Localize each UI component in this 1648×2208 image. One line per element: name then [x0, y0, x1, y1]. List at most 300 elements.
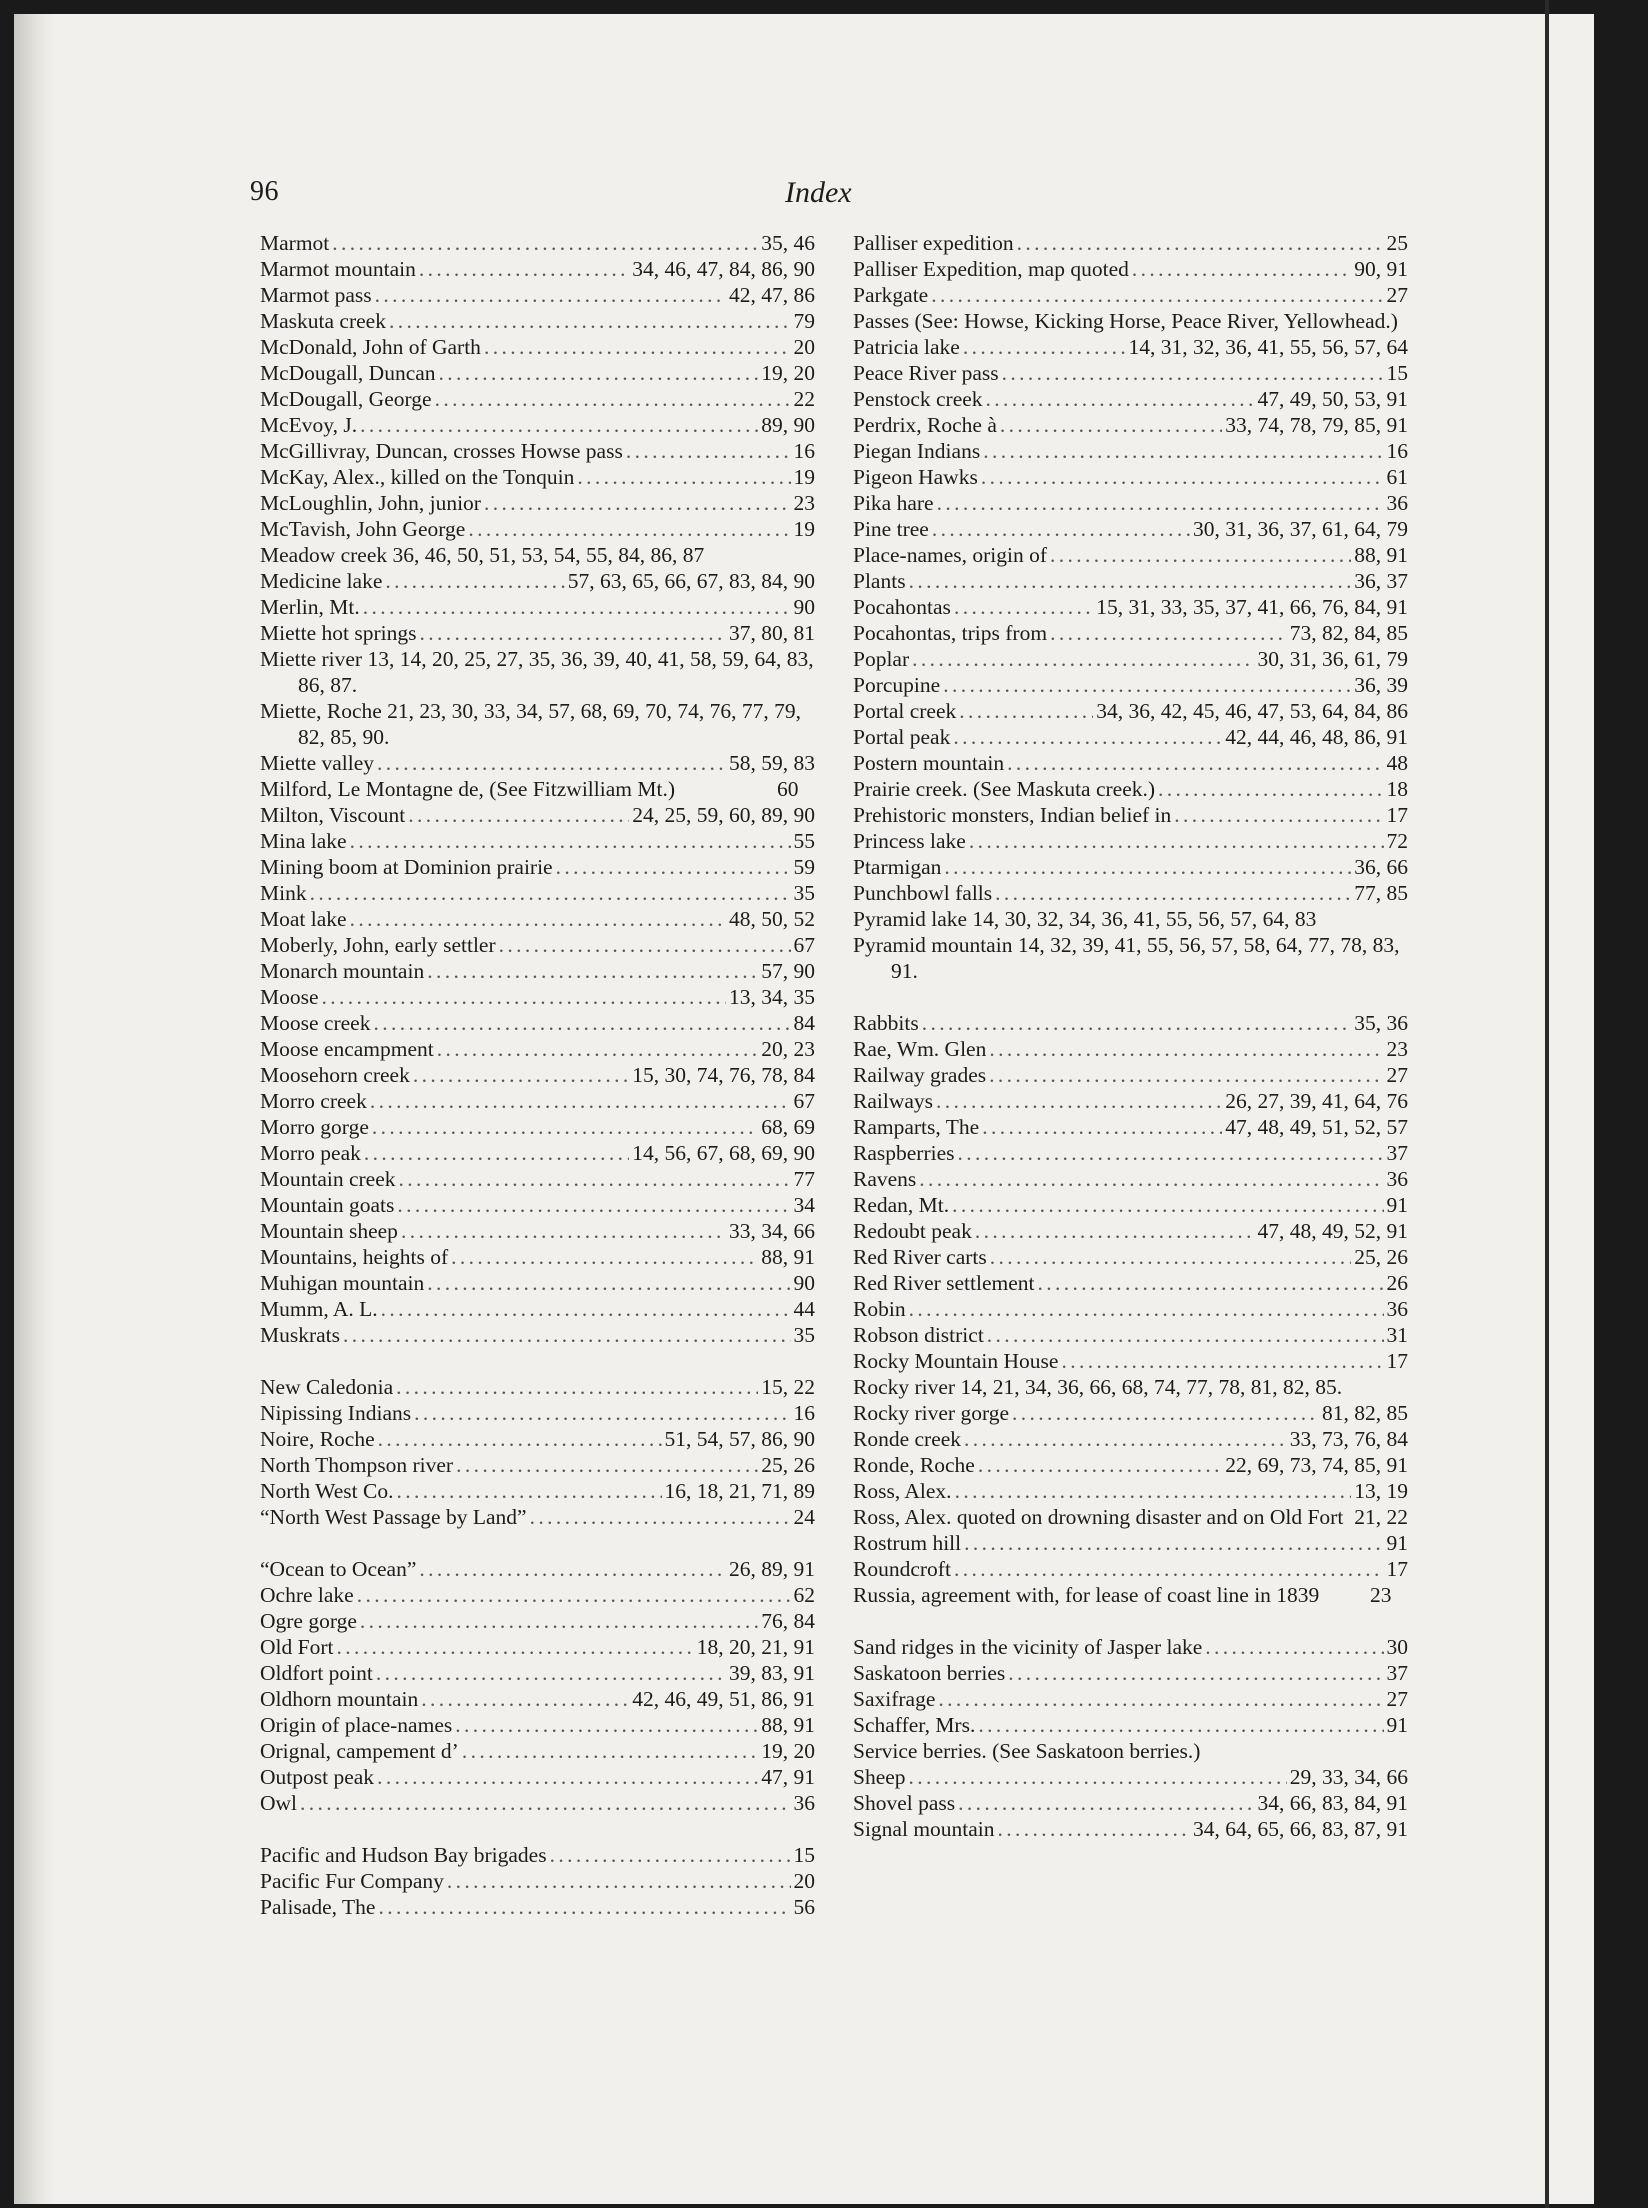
- dot-leader: [484, 334, 791, 360]
- index-entry: [260, 464, 815, 490]
- dot-leader: [922, 1010, 1352, 1036]
- index-entry: [853, 464, 1408, 490]
- index-term: Ronde, Roche: [853, 1453, 975, 1477]
- index-term: Rocky Mountain House: [853, 1349, 1059, 1373]
- dot-leader: [360, 1608, 758, 1634]
- index-entry: [260, 1556, 815, 1582]
- dot-leader: [439, 360, 759, 386]
- dot-leader: [909, 568, 1352, 594]
- index-entry: [260, 1192, 815, 1218]
- index-term: Milford, Le Montagne de, (See Fitzwilliam Mt.): [260, 777, 675, 801]
- index-entry: [853, 724, 1408, 750]
- index-pages: 47, 48, 49, 52, 91: [1257, 1219, 1408, 1243]
- index-entry: [853, 1556, 1408, 1582]
- index-entry: [260, 1114, 815, 1140]
- index-term: Moberly, John, early settler: [260, 933, 496, 957]
- index-pages: 19, 20: [761, 361, 815, 385]
- index-entry: [853, 1296, 1408, 1322]
- index-pages: 26, 27, 39, 41, 64, 76: [1225, 1089, 1408, 1113]
- index-term: Ronde creek: [853, 1427, 962, 1451]
- index-pages: 51, 54, 57, 86, 90: [664, 1427, 815, 1451]
- index-term: Mountain sheep: [260, 1219, 398, 1243]
- index-term: Ochre lake: [260, 1583, 354, 1607]
- index-entry: [853, 750, 1408, 776]
- index-term: Oldfort point: [260, 1661, 373, 1685]
- index-entry: [853, 698, 1408, 724]
- index-entry: [260, 1062, 815, 1088]
- index-column-right: [853, 230, 1408, 1842]
- index-entry: [260, 1790, 815, 1816]
- index-term: Mountain creek: [260, 1167, 396, 1191]
- index-entry: [260, 854, 815, 880]
- index-term: Red River carts: [853, 1245, 987, 1269]
- index-entry: [260, 750, 815, 776]
- dot-leader: [969, 828, 1384, 854]
- index-entry: [260, 1660, 815, 1686]
- index-pages: 56: [793, 1895, 815, 1919]
- index-entry: [260, 1868, 815, 1894]
- index-term: Sheep: [853, 1765, 906, 1789]
- index-entry: [260, 360, 815, 386]
- index-term: McLoughlin, John, junior: [260, 491, 481, 515]
- index-term: Red River settlement: [853, 1271, 1035, 1295]
- index-term: Moosehorn creek: [260, 1063, 410, 1087]
- index-pages: 20: [793, 1869, 815, 1893]
- index-pages: 37: [1386, 1141, 1408, 1165]
- index-entry: [853, 854, 1408, 880]
- index-term: “North West Passage by Land”: [260, 1505, 527, 1529]
- index-term: Rae, Wm. Glen: [853, 1037, 987, 1061]
- index-entry: [853, 672, 1408, 698]
- dot-leader: [396, 1374, 758, 1400]
- dot-leader: [336, 1634, 693, 1660]
- index-term: Origin of place-names: [260, 1713, 453, 1737]
- index-entry: [260, 932, 815, 958]
- index-entry: Miette river 13, 14, 20, 25, 27, 35, 36, 39, 40, 41, 58, 59, 64, 83, 86, 87.: [260, 647, 814, 697]
- index-entry: [260, 1608, 815, 1634]
- index-entry: [853, 412, 1408, 438]
- dot-leader: [958, 1790, 1254, 1816]
- index-entry: [853, 1166, 1408, 1192]
- index-entry: [853, 516, 1408, 542]
- index-term: Railways: [853, 1089, 934, 1113]
- index-term: Maskuta creek: [260, 309, 386, 333]
- index-pages: 16, 18, 21, 71, 89: [664, 1479, 815, 1503]
- index-pages: 34, 66, 83, 84, 91: [1257, 1791, 1408, 1815]
- index-pages: 73, 82, 84, 85: [1289, 621, 1408, 645]
- index-pages: 42, 44, 46, 48, 86, 91: [1225, 725, 1408, 749]
- dot-leader: [413, 1062, 629, 1088]
- dot-leader: [975, 1218, 1255, 1244]
- index-term: Moose encampment: [260, 1037, 434, 1061]
- index-pages: 20, 23: [761, 1037, 815, 1061]
- index-pages: 42, 47, 86: [729, 283, 815, 307]
- dot-leader: [1038, 1270, 1384, 1296]
- dot-leader: [378, 1426, 662, 1452]
- index-entry: [260, 490, 815, 516]
- index-pages: 17: [1386, 803, 1408, 827]
- index-pages: 77, 85: [1354, 881, 1408, 905]
- index-entry: [260, 1894, 815, 1920]
- index-entry: [260, 1426, 815, 1452]
- dot-leader: [958, 1140, 1384, 1166]
- index-term: Saxifrage: [853, 1687, 936, 1711]
- index-term: Monarch mountain: [260, 959, 425, 983]
- dot-leader: [1205, 1634, 1383, 1660]
- dot-leader: [437, 1036, 759, 1062]
- index-pages: 88, 91: [761, 1713, 815, 1737]
- dot-leader: [1008, 1660, 1383, 1686]
- index-entry: [853, 386, 1408, 412]
- index-pages: 90: [793, 1271, 815, 1295]
- index-term: Palisade, The: [260, 1895, 376, 1919]
- index-term: Poplar: [853, 647, 910, 671]
- index-entry: [853, 828, 1408, 854]
- dot-leader: [468, 516, 790, 542]
- index-term: Railway grades: [853, 1063, 987, 1087]
- index-term: Moat lake: [260, 907, 347, 931]
- dot-leader: [530, 1504, 791, 1530]
- dot-leader: [954, 594, 1093, 620]
- index-term: Penstock creek: [853, 387, 983, 411]
- index-pages: 27: [1386, 283, 1408, 307]
- dot-leader: [435, 386, 791, 412]
- index-pages: 36, 66: [1354, 855, 1408, 879]
- dot-leader: [1002, 360, 1384, 386]
- index-pages: 25: [1386, 231, 1408, 255]
- index-pages: 23: [1370, 1583, 1392, 1607]
- index-entry: [853, 1270, 1408, 1296]
- index-term: Morro peak: [260, 1141, 361, 1165]
- index-term: Pocahontas, trips from: [853, 621, 1048, 645]
- dot-leader: [389, 308, 791, 334]
- dot-leader: [462, 1738, 758, 1764]
- dot-leader: [408, 802, 629, 828]
- index-term: Peace River pass: [853, 361, 999, 385]
- dot-leader: [377, 1764, 758, 1790]
- dot-leader: [981, 464, 1384, 490]
- dot-leader: [938, 1686, 1383, 1712]
- index-term: Merlin, Mt.: [260, 595, 360, 619]
- index-pages: 23: [793, 491, 815, 515]
- index-pages: 77: [793, 1167, 815, 1191]
- index-pages: 62: [793, 1583, 815, 1607]
- dot-leader: [964, 1426, 1287, 1452]
- dot-leader: [978, 1712, 1383, 1738]
- index-entry: [260, 1296, 815, 1322]
- index-entry: [853, 360, 1408, 386]
- dot-leader: [364, 1140, 629, 1166]
- index-entry: [853, 620, 1408, 646]
- index-term: McGillivray, Duncan, crosses Howse pass: [260, 439, 623, 463]
- dot-leader: [419, 1556, 726, 1582]
- index-term: Portal peak: [853, 725, 951, 749]
- dot-leader: [919, 1166, 1383, 1192]
- index-entry: [260, 1218, 815, 1244]
- dot-leader: [484, 490, 791, 516]
- dot-leader: [990, 1244, 1352, 1270]
- index-term: Noire, Roche: [260, 1427, 375, 1451]
- index-entry: [260, 1634, 815, 1660]
- index-entry: [853, 230, 1408, 256]
- dot-leader: [943, 672, 1351, 698]
- dot-leader: [1132, 256, 1351, 282]
- index-entry: Meadow creek 36, 46, 50, 51, 53, 54, 55, 84, 86, 87: [260, 543, 705, 567]
- index-pages: 35, 36: [1354, 1011, 1408, 1035]
- index-term: Saskatoon berries: [853, 1661, 1006, 1685]
- index-term: Prehistoric monsters, Indian belief in: [853, 803, 1172, 827]
- index-pages: 13, 19: [1354, 1479, 1408, 1503]
- index-entry: [260, 308, 815, 334]
- index-term: Ptarmigan: [853, 855, 942, 879]
- index-entry: Passes (See: Howse, Kicking Horse, Peace River, Yellowhead.): [853, 309, 1398, 333]
- index-entry: [853, 438, 1408, 464]
- dot-leader: [1000, 412, 1222, 438]
- dot-leader: [360, 412, 758, 438]
- dot-leader: [936, 1088, 1222, 1114]
- page-edge-rule: [1545, 0, 1549, 2208]
- index-entry: [260, 984, 815, 1010]
- index-pages: 84: [793, 1011, 815, 1035]
- dot-leader: [1050, 620, 1287, 646]
- index-term: Pika hare: [853, 491, 934, 515]
- dot-leader: [978, 1452, 1222, 1478]
- index-pages: 42, 46, 49, 51, 86, 91: [632, 1687, 815, 1711]
- index-term: Old Fort: [260, 1635, 334, 1659]
- dot-leader: [343, 1322, 790, 1348]
- index-term: Schaffer, Mrs.: [853, 1713, 976, 1737]
- index-pages: 26, 89, 91: [729, 1557, 815, 1581]
- index-entry: [260, 1088, 815, 1114]
- index-pages: 16: [1386, 439, 1408, 463]
- index-term: Pacific Fur Company: [260, 1869, 444, 1893]
- index-pages: 27: [1386, 1687, 1408, 1711]
- index-pages: 90: [793, 595, 815, 619]
- index-term: Rabbits: [853, 1011, 919, 1035]
- index-term: Place-names, origin of: [853, 543, 1048, 567]
- index-term: Prairie creek. (See Maskuta creek.): [853, 777, 1156, 801]
- index-entry: [260, 1452, 815, 1478]
- index-term: Postern mountain: [853, 751, 1005, 775]
- index-entry: [853, 646, 1408, 672]
- index-term: Perdrix, Roche à: [853, 413, 997, 437]
- index-pages: 35, 46: [761, 231, 815, 255]
- index-pages: 35: [793, 1323, 815, 1347]
- index-entry: [260, 568, 815, 594]
- index-pages: 79: [793, 309, 815, 333]
- index-term: Parkgate: [853, 283, 929, 307]
- dot-leader: [952, 1192, 1383, 1218]
- index-pages: 55: [793, 829, 815, 853]
- index-pages: 34, 36, 42, 45, 46, 47, 53, 64, 84, 86: [1096, 699, 1408, 723]
- index-entry: [260, 1686, 815, 1712]
- dot-leader: [397, 1192, 790, 1218]
- index-term: Roundcroft: [853, 1557, 951, 1581]
- index-pages: 59: [793, 855, 815, 879]
- index-entry: [853, 334, 1408, 360]
- dot-leader: [396, 1478, 661, 1504]
- index-term: Pocahontas: [853, 595, 951, 619]
- index-term: McDonald, John of Garth: [260, 335, 481, 359]
- index-term: “Ocean to Ocean”: [260, 1557, 417, 1581]
- index-entry: [853, 1582, 1408, 1608]
- running-head: Index: [785, 176, 852, 209]
- section-gap: [260, 1816, 815, 1842]
- page-number: 96: [250, 176, 279, 207]
- index-pages: 16: [793, 439, 815, 463]
- binding-edge: [14, 14, 54, 2204]
- index-entry: [853, 1504, 1408, 1530]
- index-term: Ross, Alex.: [853, 1479, 952, 1503]
- index-entry: [853, 594, 1408, 620]
- index-term: Marmot: [260, 231, 330, 255]
- dot-leader: [953, 724, 1222, 750]
- index-term: Russia, agreement with, for lease of coast line in 1839: [853, 1583, 1320, 1607]
- index-term: Miette hot springs: [260, 621, 417, 645]
- dot-leader: [909, 1764, 1287, 1790]
- index-term: Pacific and Hudson Bay brigades: [260, 1843, 547, 1867]
- index-pages: 30, 31, 36, 37, 61, 64, 79: [1193, 517, 1408, 541]
- dot-leader: [310, 880, 791, 906]
- index-entry: [853, 568, 1408, 594]
- dot-leader: [909, 1296, 1384, 1322]
- index-entry: [260, 1322, 815, 1348]
- index-term: Mumm, A. L.: [260, 1297, 378, 1321]
- dot-leader: [1174, 802, 1383, 828]
- index-pages: 34: [793, 1193, 815, 1217]
- index-pages: 23: [1386, 1037, 1408, 1061]
- dot-leader: [419, 620, 726, 646]
- index-entry: [260, 230, 815, 256]
- index-entry: [260, 1582, 815, 1608]
- index-entry: [260, 386, 815, 412]
- index-term: Oldhorn mountain: [260, 1687, 419, 1711]
- index-term: Outpost peak: [260, 1765, 375, 1789]
- index-term: New Caledonia: [260, 1375, 394, 1399]
- dot-leader: [372, 1114, 758, 1140]
- index-entry: [853, 1114, 1408, 1140]
- index-term: Mining boom at Dominion prairie: [260, 855, 553, 879]
- dot-leader: [987, 1322, 1384, 1348]
- index-pages: 44: [793, 1297, 815, 1321]
- index-pages: 17: [1386, 1557, 1408, 1581]
- index-term: Mountain goats: [260, 1193, 395, 1217]
- index-entry: [853, 1322, 1408, 1348]
- dot-leader: [322, 984, 726, 1010]
- index-term: McDougall, George: [260, 387, 432, 411]
- dot-leader: [421, 1686, 629, 1712]
- dot-leader: [455, 1712, 758, 1738]
- index-pages: 47, 91: [761, 1765, 815, 1789]
- dot-leader: [376, 1660, 726, 1686]
- dot-leader: [451, 1244, 758, 1270]
- index-entry: [853, 282, 1408, 308]
- index-term: Morro creek: [260, 1089, 367, 1113]
- dot-leader: [401, 1218, 726, 1244]
- index-term: Medicine lake: [260, 569, 383, 593]
- index-entry: Rocky river 14, 21, 34, 36, 66, 68, 74, 77, 78, 81, 82, 85.: [853, 1375, 1343, 1399]
- index-entry: [260, 906, 815, 932]
- index-pages: 15: [1386, 361, 1408, 385]
- index-entry: [260, 282, 815, 308]
- index-term: Robin: [853, 1297, 906, 1321]
- index-entry: [853, 1660, 1408, 1686]
- index-pages: 48, 50, 52: [729, 907, 815, 931]
- dot-leader: [419, 256, 629, 282]
- dot-leader: [1017, 230, 1384, 256]
- index-entry: Miette, Roche 21, 23, 30, 33, 34, 57, 68, 69, 70, 74, 76, 77, 79, 82, 85, 90.: [260, 699, 802, 749]
- index-entry: [853, 1790, 1408, 1816]
- index-pages: 88, 91: [1354, 543, 1408, 567]
- dot-leader: [932, 516, 1190, 542]
- index-pages: 67: [793, 1089, 815, 1113]
- section-gap: [260, 1348, 815, 1374]
- section-gap: [853, 1608, 1408, 1634]
- index-pages: 33, 74, 78, 79, 85, 91: [1225, 413, 1408, 437]
- index-entry: Pyramid mountain 14, 32, 39, 41, 55, 56, 57, 58, 64, 77, 78, 83, 91.: [853, 933, 1400, 983]
- index-entry: [260, 1842, 815, 1868]
- dot-leader: [350, 828, 791, 854]
- dot-leader: [357, 1582, 791, 1608]
- dot-leader: [626, 438, 791, 464]
- index-entry: [260, 516, 815, 542]
- index-pages: 27: [1386, 1063, 1408, 1087]
- index-term: Marmot pass: [260, 283, 372, 307]
- index-pages: 30: [1386, 1635, 1408, 1659]
- index-pages: 29, 33, 34, 66: [1289, 1765, 1408, 1789]
- dot-leader: [937, 490, 1384, 516]
- dot-leader: [381, 1296, 791, 1322]
- index-term: Portal creek: [853, 699, 957, 723]
- index-entry: [260, 776, 815, 802]
- index-entry: [260, 1504, 815, 1530]
- index-term: Rocky river gorge: [853, 1401, 1010, 1425]
- index-entry: [853, 1036, 1408, 1062]
- dot-leader: [385, 568, 564, 594]
- index-pages: 18: [1386, 777, 1408, 801]
- dot-leader: [378, 1894, 790, 1920]
- dot-leader: [427, 958, 758, 984]
- index-entry: [260, 1764, 815, 1790]
- index-pages: 91: [1386, 1713, 1408, 1737]
- index-entry: [260, 1166, 815, 1192]
- dot-leader: [983, 438, 1383, 464]
- index-pages: 37: [1386, 1661, 1408, 1685]
- index-entry: [853, 1244, 1408, 1270]
- index-term: Owl: [260, 1791, 298, 1815]
- index-term: North West Co.: [260, 1479, 394, 1503]
- dot-leader: [1158, 776, 1383, 802]
- index-entry: Pyramid lake 14, 30, 32, 34, 36, 41, 55, 56, 57, 64, 83: [853, 907, 1317, 931]
- dot-leader: [1007, 750, 1383, 776]
- index-entry: [260, 1400, 815, 1426]
- index-entry: [853, 880, 1408, 906]
- index-term: Punchbowl falls: [853, 881, 993, 905]
- index-term: Moose creek: [260, 1011, 371, 1035]
- index-pages: 39, 83, 91: [729, 1661, 815, 1685]
- index-pages: 57, 90: [761, 959, 815, 983]
- index-entry: [853, 1088, 1408, 1114]
- index-entry: [260, 958, 815, 984]
- index-entry: [853, 542, 1408, 568]
- index-pages: 25, 26: [1354, 1245, 1408, 1269]
- index-term: Mink: [260, 881, 307, 905]
- index-pages: 36: [1386, 491, 1408, 515]
- dot-leader: [959, 698, 1093, 724]
- index-term: Milton, Viscount: [260, 803, 406, 827]
- dot-leader: [377, 750, 726, 776]
- index-pages: 58, 59, 83: [729, 751, 815, 775]
